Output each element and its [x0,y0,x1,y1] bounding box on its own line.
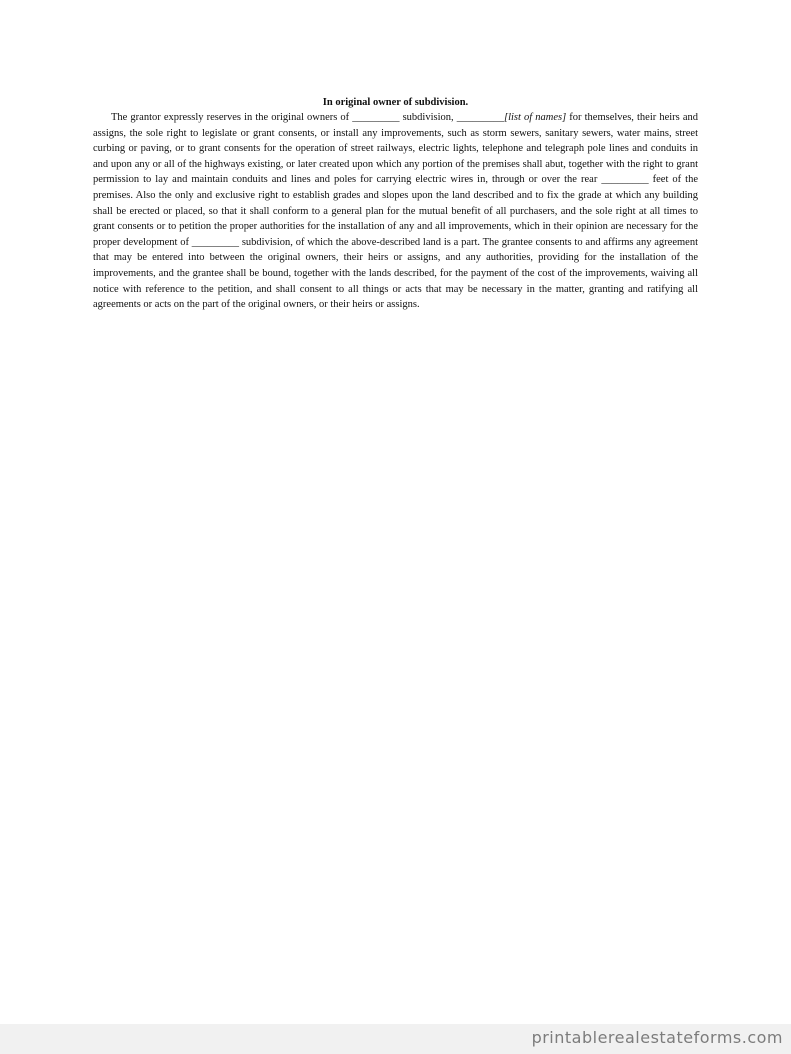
document-title: In original owner of subdivision. [322,97,469,108]
body-text-part2: for themselves, their heirs and assigns, the sole right to legislate or grant consents, or install any improvements, such as storm sewers, sanitary sewers, water mains, street curbing or paving, or to grant consents for the operation of street railways, electric lights, telephone and telegraph pole lines and conduits in and upon any or all of the highways existing, or later created upon which any portion of the premises shall abut, together with the right to grant permission to lay and maintain conduits and lines and poles for carrying electric wires in, through or over the rear _________ feet of the premises. Also the only and exclusive right to establish grades and slopes upon the land described and to fix the grade at which any building shall be erected or placed, so that it shall conform to a general plan for the mutual benefit of all purchasers, and the sole right at all times to grant consents or to petition the proper authorities for the installation of any and all improvements, which in their opinion are necessary for the proper development of _________ subdivision, of which the above-described land is a part. The grantee consents to and affirms any agreement that may be entered into between the original owners, their heirs or assigns, and any authorities, providing for the installation of the improvements, and the grantee shall be bound, together with the lands described, for the payment of the cost of the improvements, waiving all notice with reference to the petition, and shall consent to all things or acts that may be necessary in the matter, granting and ratifying all agreements or acts on the part of the original owners, or their heirs or assigns. [93,112,698,311]
body-text-part1: The grantor expressly reserves in the original owners of _________ subdivision, _________ [111,112,504,123]
footer-bar [0,1024,791,1054]
site-link[interactable]: printablerealestateforms.com [531,1028,783,1047]
body-text-placeholder-names: [list of names] [504,112,567,123]
document-body [93,110,698,313]
